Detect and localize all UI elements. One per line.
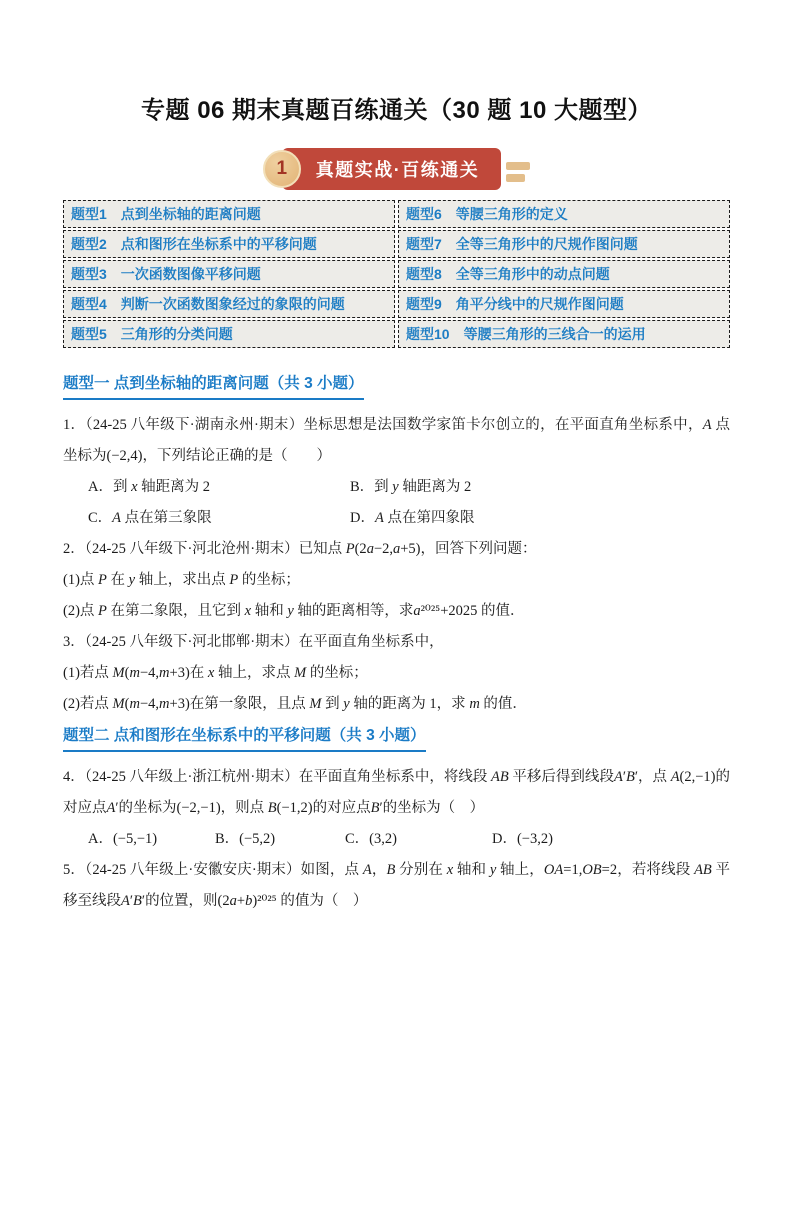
question-4-options [63,824,730,855]
question-1-option-b: B．到 y 轴距离为 2 [350,479,472,495]
banner-label: 真题实战·百练通关 [315,160,480,180]
question-4-text: 4．（24-25 八年级上·浙江杭州·期末）在平面直角坐标系中，将线段 AB 平移后得到线段A′B′，点 A(2,−1)的对应点A′的坐标为(−2,−1)，则点 B(−1,2)的对应点B′的坐标为（ ） [63,769,731,816]
banner-pill [282,148,502,190]
section-heading-1-text: 题型一 点到坐标轴的距离问题（共 3 小题） [63,372,364,400]
question-2-text: 2．（24-25 八年级下·河北沧州·期末）已知点 P(2a−2,a+5)，回答下列问题： [63,541,537,557]
page-title: 专题 06 期末真题百练通关（30 题 10 大题型） [141,97,652,124]
question-1-options [63,472,730,534]
question-1-option-d: D．A 点在第四象限 [350,510,475,526]
topic-cell-6: 题型6 等腰三角形的定义 [398,200,730,228]
document-page [0,90,793,1212]
question-4-option-b: B．(−5,2) [215,831,276,847]
question-3-text: 3．（24-25 八年级下·河北邯郸·期末）在平面直角坐标系中， [63,634,444,650]
question-1-option-c: C．A 点在第三象限 [88,510,212,526]
banner-bar-top [506,162,530,170]
topic-cell-9: 题型9 角平分线中的尺规作图问题 [398,290,730,318]
banner-number-badge [263,150,301,188]
question-1-text: 1．（24-25 八年级下·湖南永州·期末）坐标思想是法国数学家笛卡尔创立的，在平面直角坐标系中，A 点坐标为(−2,4)，下列结论正确的是（ ） [63,417,731,464]
question-1-option-a: A．到 x 轴距离为 2 [88,479,211,495]
question-3-part2: (2)若点 M(m−4,m+3)在第一象限，且点 M 到 y 轴的距离为 1，求 m 的值． [63,696,527,712]
question-2-part1: (1)点 P 在 y 轴上，求出点 P 的坐标； [63,572,300,588]
banner [63,148,730,190]
question-4-option-d: D．(−3,2) [492,831,553,847]
question-4-option-a: A．(−5,−1) [88,831,158,847]
banner-number: 1 [276,158,288,179]
topic-cell-3: 题型3 一次函数图像平移问题 [63,260,395,288]
question-3-part1: (1)若点 M(m−4,m+3)在 x 轴上，求点 M 的坐标； [63,665,368,681]
topic-cell-5: 题型5 三角形的分类问题 [63,320,395,348]
banner-decoration-bars-icon [506,162,530,182]
question-5-text: 5．（24-25 八年级上·安徽安庆·期末）如图，点 A，B 分别在 x 轴和 y 轴上，OA=1,OB=2，若将线段 AB 平移至线段A′B′的位置，则(2a+b)²⁰²⁵ 的值为（ ） [63,862,731,909]
topic-table [63,200,730,348]
question-4-option-c: C．(3,2) [345,831,397,847]
topic-cell-10: 题型10 等腰三角形的三线合一的运用 [398,320,730,348]
question-2-part2: (2)点 P 在第二象限，且它到 x 轴和 y 轴的距离相等，求a²⁰²⁵+2025 的值． [63,603,525,619]
banner-group [263,148,531,190]
section-heading-2 [63,724,730,752]
banner-bar-bottom [506,174,525,182]
topic-cell-4: 题型4 判断一次函数图象经过的象限的问题 [63,290,395,318]
section-heading-1 [63,372,730,400]
topic-cell-1: 题型1 点到坐标轴的距离问题 [63,200,395,228]
topic-cell-2: 题型2 点和图形在坐标系中的平移问题 [63,230,395,258]
section-heading-2-text: 题型二 点和图形在坐标系中的平移问题（共 3 小题） [63,724,426,752]
topic-cell-7: 题型7 全等三角形中的尺规作图问题 [398,230,730,258]
topic-cell-8: 题型8 全等三角形中的动点问题 [398,260,730,288]
